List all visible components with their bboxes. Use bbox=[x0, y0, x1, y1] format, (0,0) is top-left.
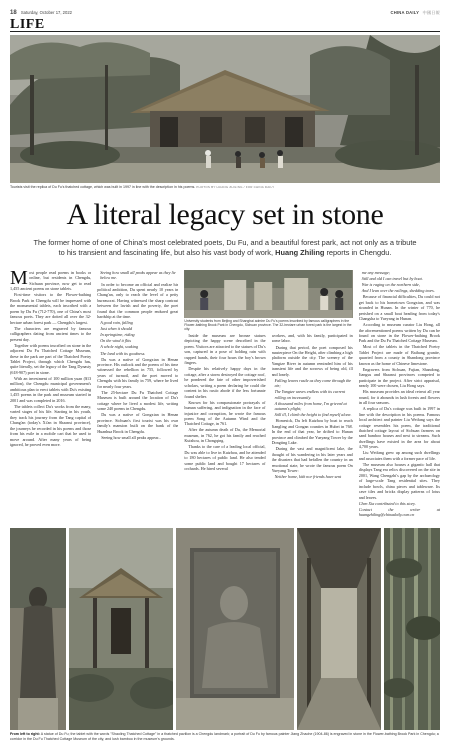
top-photo-credit: PHOTOS BY HUANG ZHILING / FOR CHINA DAILY bbox=[196, 185, 275, 189]
paragraph: Thanks to the care of a leading local official, Du was able to live in Kuizhou, and he attended to 180 hectares of public land. He also tended some public land and bought 17 hectares of orchards. He hired several bbox=[184, 444, 266, 472]
paragraph: Liu Weifang grew up among such dwellings and associates them with a former pace of life. bbox=[358, 450, 440, 461]
drop-cap: M bbox=[10, 270, 28, 289]
cottage-photo bbox=[10, 35, 440, 183]
article-column-2 bbox=[97, 270, 178, 526]
paragraph: A thousand miles from home, I'm grieved at autumn's plight; bbox=[274, 400, 347, 412]
article-headline: A literal legacy set in stone bbox=[66, 198, 384, 231]
students-photo bbox=[184, 270, 352, 318]
standfirst-tail: reports in Chengdu. bbox=[326, 247, 392, 257]
paragraph: With an investment of 100 million yuan ($13 million), the Chengdu municipal government's ambitious plan to erect tablets with Du's existing 1,455 poems in the park and museum started in 2001 and was completed in 2016. bbox=[10, 375, 92, 403]
corridor-photo bbox=[297, 528, 381, 730]
bottom-caption-text: A statue of Du Fu; the tablet with the words "Shaoling Thatched Cottage" in a thatched pavilion is a Chengdu landmark; a portrait of Du Fu by famous painter Jiang Zhaohe (1904-86) is engraved in stone in the Flower-bathing Brook Park in Chengdu; a corridor in the Du Fu Thatched Cottage Museum of the city, and lush bamboo in the museum's grounds. bbox=[10, 732, 439, 741]
statue-photo bbox=[10, 528, 66, 730]
article-column-4-text bbox=[272, 333, 353, 480]
paragraph: Du was a native of Gongxian in Henan province. His outlook and the poems of his time witnessed the rebellion in 755, followed by years of turmoil, and the poet moved to Chengdu with his family in 759, where he lived for nearly four years. bbox=[97, 356, 179, 389]
inset-photo-caption: University students from Beijing and Shanghai admire Du Fu's poems inscribed by famous calligraphers in the Flower-bathing Brook Park in Chengdu, Sichuan province. The 32-hectare urban forest park is the largest in the city. bbox=[184, 319, 352, 332]
bottom-caption-label: From left to right: bbox=[10, 732, 40, 736]
photo-engraved-portrait bbox=[176, 528, 294, 730]
top-photo-caption-text: Tourists visit the replica of Du Fu's thatched cottage, which was built in 1997 in line with the description in his poems. bbox=[10, 185, 196, 189]
article-column-3-text bbox=[184, 333, 265, 472]
paper-name-chinese: 中國日報 bbox=[422, 10, 440, 15]
photo-corridor bbox=[297, 528, 381, 730]
inset-photo bbox=[184, 270, 352, 318]
poem-line: A whole night, soaking bbox=[100, 344, 139, 350]
paragraph: me any message; bbox=[361, 270, 391, 275]
paragraph: Inside the museum are bronze statues depicting the happy scene described in the poem. Visitors are attracted to the statues of Du's son, captured in a pose of holding rain with cupped hands, their four hours the boy's brown fingers. bbox=[184, 333, 266, 366]
paragraph: The museum also houses a gigantic hall that displays Tang era relics discovered on the site in 2001, Wang Chengzhi's gap by the archaeology of large-scale Tang residential sites. They include bowls, china pieces and tableware. Its cave tiles and bricks display patterns of lotus and leaves. bbox=[358, 461, 440, 500]
paragraph: Seeing how small all peaks appear... bbox=[101, 434, 162, 440]
paragraph: Still ill, I climb the height to find myself alone. bbox=[274, 412, 352, 418]
paragraph: Seeing how small all peaks appear as they lie below me. bbox=[100, 270, 176, 281]
standfirst-text: The former home of one of China's most celebrated poets, Du Fu, and a beautiful forest park, act not only as a tribute to his transient and fascinating life, but also his vast body of work, bbox=[33, 238, 417, 257]
masthead-left bbox=[10, 10, 72, 16]
paragraph: During that period, the poet composed his masterpiece On the Height, after climbing a high platform outside the city. The scenery of the Yangtze River in autumn reminded him of his transient life and the sorrows of being old, ill and lonely. bbox=[271, 344, 353, 377]
section-header bbox=[10, 17, 440, 32]
article-column-1 bbox=[10, 270, 91, 526]
paragraph: The Yangtze waves endless with its current rolling on incessantly. bbox=[274, 389, 346, 400]
poem-line: On the wind it flits bbox=[100, 338, 132, 344]
portrait-stone-photo bbox=[176, 528, 294, 730]
poem-line: Just when it should bbox=[100, 326, 133, 332]
paragraph: Homesick, Du left Kuizhou by boat to reach Jiangling and Gongan counties in Hubei in 768. In the end of that year, he drifted to Hunan province and climbed the Yueyang Tower by the Dongting Lake. bbox=[271, 418, 353, 446]
poem-line: A good rain, falling bbox=[100, 320, 133, 326]
paragraph: Engravers from Sichuan, Fujian, Shandong, Jiangsu and Shaanxi provinces competed to participate in the project. After strict appraisal, nearly 100 were chosen, Liu Hong says. bbox=[358, 366, 440, 389]
paragraph: workers, and, with his family, participated in some labor. bbox=[271, 333, 353, 344]
paragraph: ost people read poems in books or online, but residents in Chengdu, Sichuan province, now get to read 1,455 ancient poems on stone tablets. bbox=[10, 270, 92, 292]
photo-bamboo bbox=[384, 528, 440, 730]
photo-du-fu-statue bbox=[10, 528, 66, 730]
paragraph: The characters are engraved by famous calligraphers dating from ancient times to the present day. bbox=[10, 325, 92, 342]
standfirst-author: Huang Zhiling bbox=[275, 247, 325, 257]
paragraph: Because of financial difficulties, Du could not get back to his hometown Gongxian, and was stranded in Hunan. In the winter of 770, he perished on a small boat heading from today's Changsha to Yueyang in Hunan. bbox=[358, 294, 440, 321]
paragraph: The 25-hectare Du Fu Thatched Cottage Museum is built around the location of Du's cottage where he lived a modest life, writing some 240 poems in Chengdu. bbox=[97, 389, 179, 412]
masthead-right bbox=[390, 10, 440, 16]
paragraph: Neither home, kith nor friends have sent bbox=[274, 474, 342, 480]
article-standfirst bbox=[30, 238, 420, 257]
top-photo bbox=[10, 35, 440, 183]
paragraph: A replica of Du's cottage was built in 1997 in line with the description in his poems. Famous local architect and painter Liu Weifang says the cottage resembles his poem, the traditional thatched cottage layout of Sichuan farmers on sand bamboo houses and next to streams. Such dwellings have existed in the area for about 4,700 years. bbox=[358, 406, 440, 450]
photo-pavilion bbox=[69, 528, 173, 730]
paragraph: And I lean over the railings, shedding tears. bbox=[361, 288, 435, 294]
paragraph: Contact the writer at huangzhiling@chinadaily.com.cn bbox=[358, 506, 440, 518]
section-title: LIFE bbox=[10, 17, 45, 32]
paragraph: Known for his compassionate portrayals of human suffering, and indignation in the face of injustice and corruption, he wrote the famous poem Song of the Autumn Wind and the Thatched Cottage, in 761. bbox=[184, 399, 266, 427]
paper-name: CHINA DAILY bbox=[390, 10, 420, 15]
paragraph: Du was a native of Gongxian in Henan province. Sichuan's first tourist was his own family's mansion built on the bank of the Huanhua Brook in Chengdu. bbox=[97, 412, 179, 434]
paragraph: War is raging on the northern side, bbox=[361, 282, 420, 288]
issue-date: Saturday, October 17, 2022 bbox=[20, 10, 72, 15]
paragraph: Chen Xia contributed to this story. bbox=[358, 500, 416, 506]
paragraph: After the autumn death of Du, the Memorial museum, in 762, he got his family and reached Kuizhou, in Chongqing. bbox=[184, 427, 266, 444]
page-number: 18 bbox=[10, 10, 17, 16]
paragraph: His museum provides an ideal retreat all year round, for it abounds in lush forests and flowers in all four seasons. bbox=[358, 389, 440, 406]
paragraph: Together with poems inscribed on stone in the adjacent Du Fu Thatched Cottage Museum, these in the park are part of the Thatched Poetry Tablet Project, through which Chengdu has, quite literally, set the legacy of the Tang Dynasty (618-907) poet in stone. bbox=[10, 342, 92, 375]
pavilion-photo bbox=[69, 528, 173, 730]
paragraph: Still and old I can travel but by boat. bbox=[361, 276, 423, 282]
top-photo-caption bbox=[10, 185, 440, 190]
bottom-photo-strip bbox=[10, 528, 440, 730]
paragraph: Falling leaves rustle as they come through the air; bbox=[274, 377, 352, 389]
paragraph: Despite his relatively happy days in the cottage, after a storm destroyed the cottage roof, he pondered the fate of other impoverished scholars, writing a poem declaring he could die content in his rustic abode if the less fortunate found shelter. bbox=[184, 366, 266, 399]
poem-line: The land with its goodness. bbox=[100, 350, 146, 356]
paragraph: According to museum curator Liu Hong, all the aforementioned poems written by Du can be found on stone in the Flower-bathing Brook Park and the Du Fu Thatched Cottage Museum. bbox=[358, 322, 440, 344]
bamboo-photo bbox=[384, 528, 440, 730]
poem-line: In springtime, riding bbox=[100, 332, 135, 338]
bottom-photos-caption bbox=[10, 732, 440, 741]
paragraph: In order to become an official and realize his political ambition, Du spent nearly 10 years in Chang'an, only to reach the level of a petty bureaucrat. Having witnessed the sharp contrast between the lavish and the poverty, the poet found that the common people endured great hardship at the time. bbox=[97, 281, 179, 320]
paragraph: During the vast and magnificent lake, the thought of his wandering in his later years and the disasters that had befallen the country in an emotional state, he wrote the famous poem On Yueyang Tower: bbox=[271, 446, 353, 474]
paragraph: First-time visitors to the Flower-bathing Brook Park in Chengdu will be impressed with the monumental tablets, each inscribed with a poem by Du Fu (712-770), one of China's most famous poets. They are dotted all over the 32-hectare urban forest park — Chengdu's largest. bbox=[10, 292, 92, 325]
paragraph: The tablets collect Du's works from the many, varied stages of his life. Starting in his youth, they track his journey from the Tang capital of Chang'an (today's Xi'an in Shaanxi province), the journeys he recorded in his poems and those from his exile in a mobile cart that he used to move around. After many years of being ignored, he proved even more. bbox=[10, 403, 92, 448]
paragraph: Most of the tablets in the Thatched Poetry Tablet Project are made of Baihang granite, quarried from a county in Shandong province known as the home of Chinese limestone. bbox=[358, 344, 440, 366]
article-column-5 bbox=[359, 270, 440, 526]
